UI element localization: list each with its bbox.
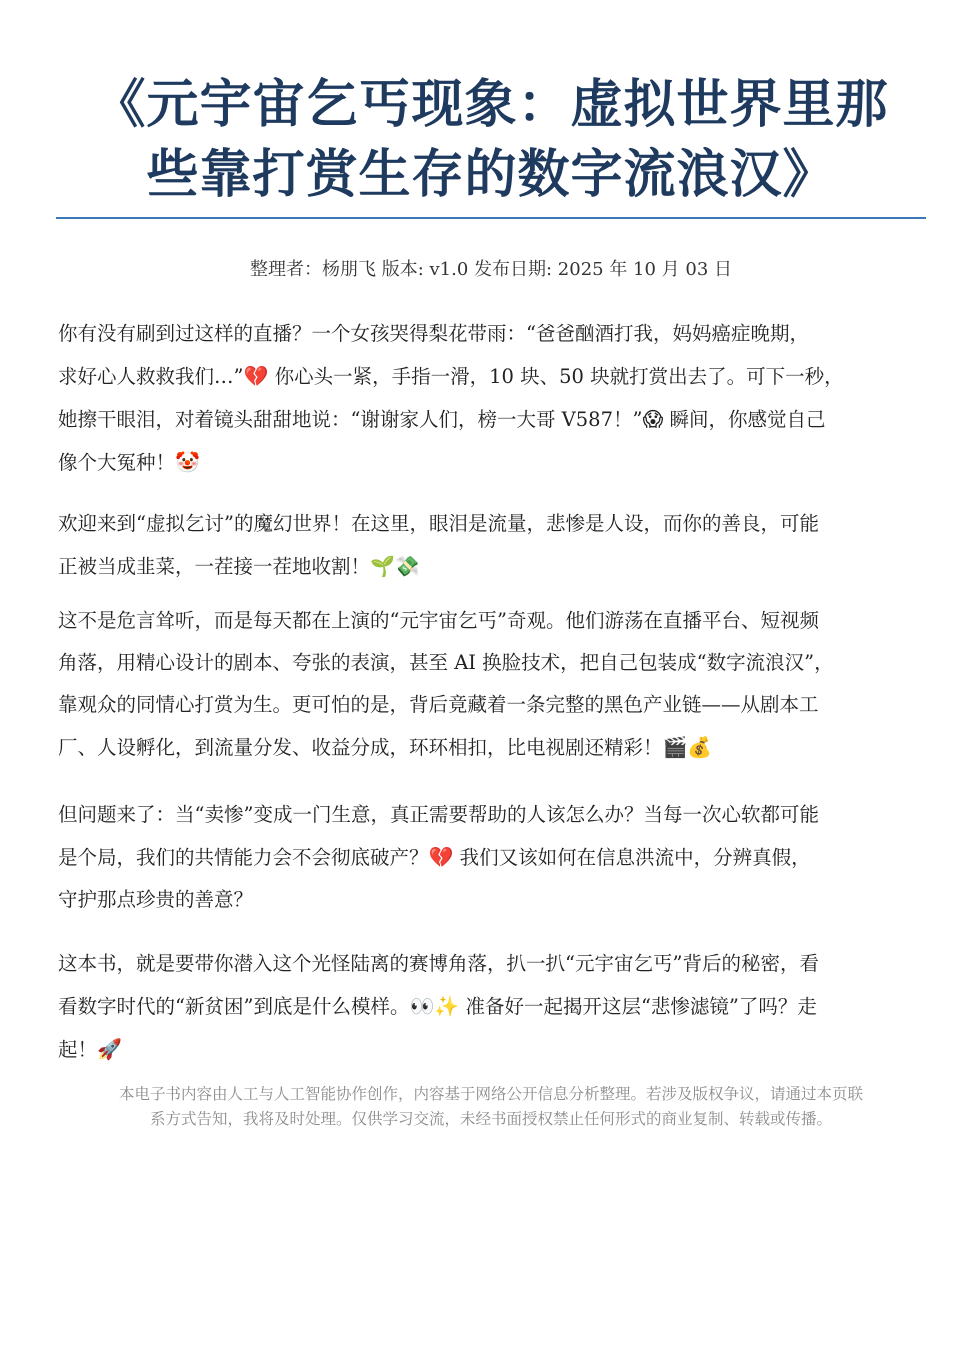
paragraph-line: 看数字时代的“新贫困”到底是什么模样。👀✨ 准备好一起揭开这层“悲惨滤镜”了吗？走 xyxy=(58,994,817,1018)
emoji-icon: 🚀 xyxy=(97,1037,122,1061)
document-title xyxy=(56,70,926,210)
document-meta xyxy=(56,256,926,284)
paragraph-line: 她擦干眼泪，对着镜头甜甜地说：“谢谢家人们，榜一大哥 V587！”😱 瞬间，你感觉自己 xyxy=(58,407,826,431)
title-divider xyxy=(56,217,926,219)
paragraph-3 xyxy=(58,600,934,769)
emoji-icon: 💔 xyxy=(243,364,269,388)
title-line-1: 《元宇宙乞丐现象：虚拟世界里那 xyxy=(93,75,889,135)
paragraph-line: 正被当成韭菜，一茬接一茬地收割！🌱💸 xyxy=(58,554,420,578)
paragraph-line: 角落，用精心设计的剧本、夸张的表演，甚至 AI 换脸技术，把自己包装成“数字流浪汉”， xyxy=(58,651,834,674)
compiler-name: 杨朋飞 xyxy=(321,259,376,280)
paragraph-line: 你有没有刷到过这样的直播？一个女孩哭得梨花带雨：“爸爸酗酒打我，妈妈癌症晚期， xyxy=(58,322,809,345)
paragraph-1 xyxy=(58,313,934,484)
compiler-label: 整理者： xyxy=(249,259,322,280)
emoji-icon: 🌱💸 xyxy=(370,554,420,578)
emoji-icon: 😱 xyxy=(642,407,664,431)
paragraph-line: 是个局，我们的共情能力会不会彻底破产？💔 我们又该如何在信息洪流中，分辨真假， xyxy=(58,845,811,869)
paragraph-2 xyxy=(58,503,934,588)
emoji-icon: 🎬💰 xyxy=(662,735,713,759)
footer-line-2: 系方式告知，我将及时处理。仅供学习交流，未经书面授权禁止任何形式的商业复制、转载或传播。 xyxy=(149,1110,832,1128)
publish-date: 发布日期: 2025 年 10 月 03 日 xyxy=(474,259,733,280)
emoji-icon: 👀✨ xyxy=(409,994,460,1018)
paragraph-5 xyxy=(58,943,934,1071)
paragraph-line: 但问题来了：当“卖惨”变成一门生意，真正需要帮助的人该怎么办？当每一次心软都可能 xyxy=(58,803,819,826)
paragraph-line: 像个大冤种！🤡 xyxy=(58,450,200,474)
paragraph-line: 这不是危言耸听，而是每天都在上演的“元宇宙乞丐”奇观。他们游荡在直播平台、短视频 xyxy=(58,609,819,632)
paragraph-line: 靠观众的同情心打赏为生。更可怕的是，背后竟藏着一条完整的黑色产业链——从剧本工 xyxy=(58,693,819,716)
version-text: 版本: v1.0 xyxy=(375,259,474,280)
paragraph-line: 起！🚀 xyxy=(58,1037,122,1061)
paragraph-line: 厂、人设孵化，到流量分发、收益分成，环环相扣，比电视剧还精彩！🎬💰 xyxy=(58,735,713,759)
paragraph-line: 守护那点珍贵的善意？ xyxy=(58,888,254,911)
paragraph-4 xyxy=(58,794,934,921)
title-line-2: 些靠打赏生存的数字流浪汉》 xyxy=(146,145,836,205)
copyright-footer xyxy=(56,1082,926,1132)
emoji-icon: 🤡 xyxy=(175,450,200,474)
paragraph-line: 欢迎来到“虚拟乞讨”的魔幻世界！在这里，眼泪是流量，悲惨是人设，而你的善良，可能 xyxy=(58,512,819,535)
paragraph-line: 这本书，就是要带你潜入这个光怪陆离的赛博角落，扒一扒“元宇宙乞丐”背后的秘密，看 xyxy=(58,952,819,975)
footer-line-1: 本电子书内容由人工与人工智能协作创作，内容基于网络公开信息分析整理。若涉及版权争议，请通过本页联 xyxy=(118,1085,863,1103)
paragraph-line: 求好心人救救我们…”💔 你心头一紧，手指一滑，10 块、50 块就打赏出去了。可下一秒， xyxy=(58,364,844,388)
emoji-icon: 💔 xyxy=(428,845,454,869)
